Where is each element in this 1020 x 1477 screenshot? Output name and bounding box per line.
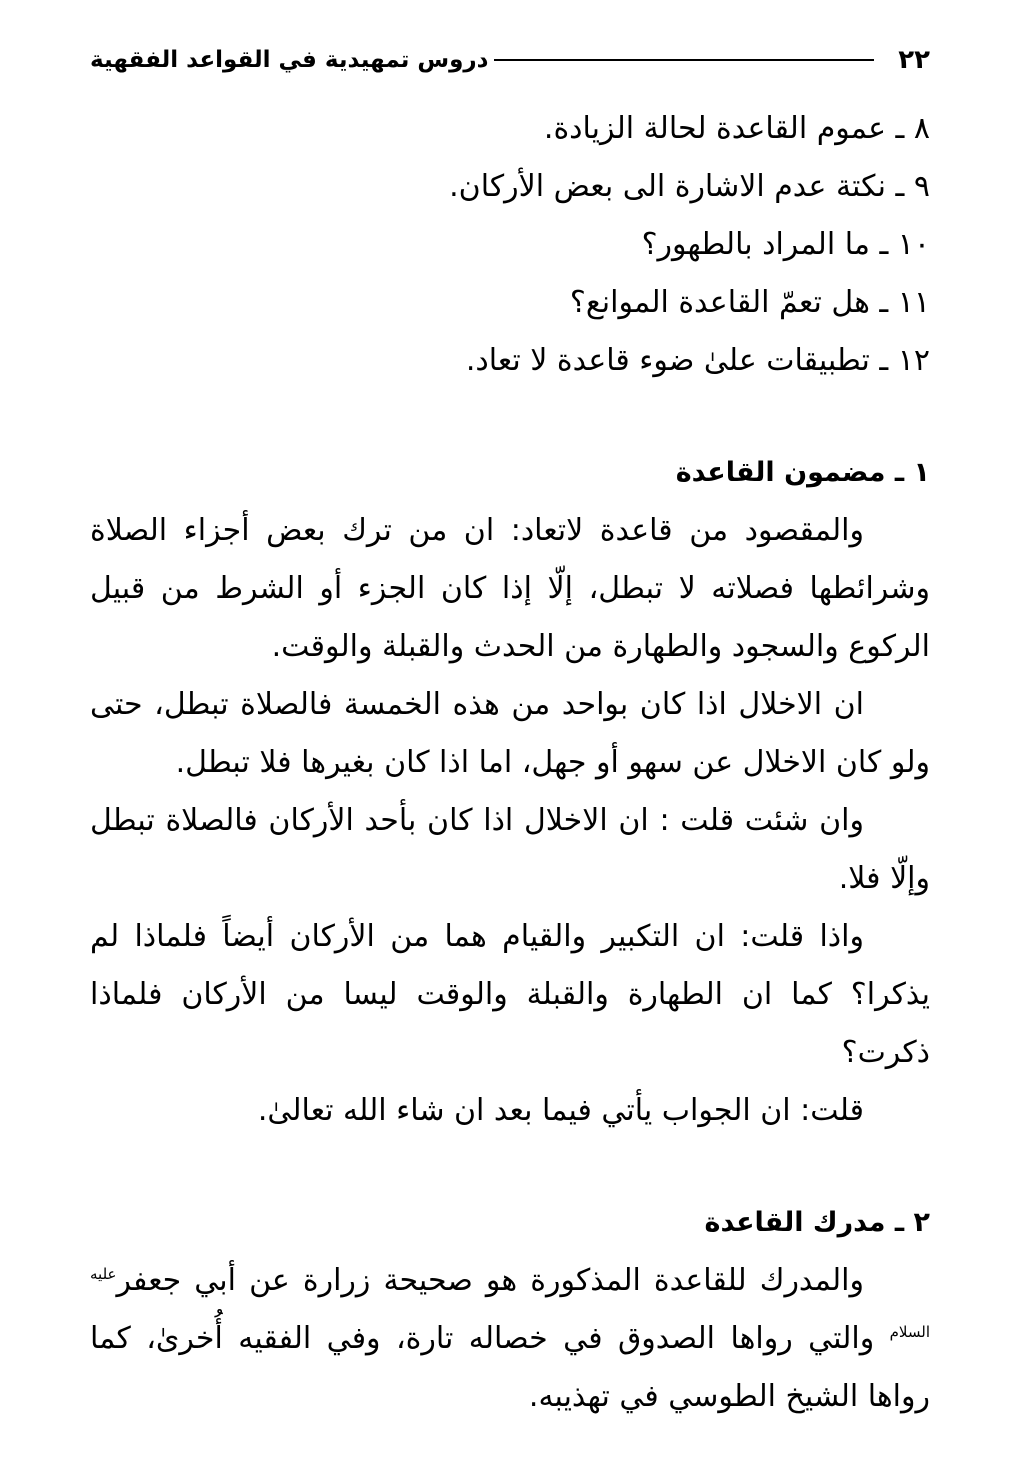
section-content-of-rule xyxy=(90,444,930,1140)
spacer xyxy=(90,390,930,444)
honorific-mark: عليه السلام xyxy=(90,1265,930,1341)
paragraph: واذا قلت: ان التكبير والقيام هما من الأركان أيضاً فلماذا لم يذكرا؟ كما ان الطهارة والقبلة والوقت ليسا من الأركان فلماذا ذكرت؟ xyxy=(90,919,930,1070)
topic-list xyxy=(90,100,930,390)
running-header xyxy=(90,40,930,80)
page-content xyxy=(90,100,930,1426)
running-title: دروس تمهيدية في القواعد الفقهية xyxy=(90,47,489,73)
header-rule xyxy=(494,59,874,61)
section-heading: ١ ـ مضمون القاعدة xyxy=(675,457,930,488)
paragraph-text: والتي رواها الصدوق في خصاله تارة، وفي الفقيه أُخرىٰ، كما رواها الشيخ الطوسي في تهذيبه. xyxy=(90,1321,930,1414)
spacer xyxy=(90,1140,930,1194)
paragraph-text: والمدرك للقاعدة المذكورة هو صحيحة زرارة عن أبي جعفر xyxy=(116,1263,864,1298)
paragraph: وان شئت قلت : ان الاخلال اذا كان بأحد الأركان فالصلاة تبطل وإلّا فلا. xyxy=(90,803,930,896)
list-item: ١٢ ـ تطبيقات علىٰ ضوء قاعدة لا تعاد. xyxy=(465,343,930,378)
list-item: ٨ ـ عموم القاعدة لحالة الزيادة. xyxy=(543,111,930,146)
paragraph: قلت: ان الجواب يأتي فيما بعد ان شاء الله تعالىٰ. xyxy=(257,1093,864,1128)
document-page xyxy=(90,0,930,1477)
list-item: ٩ ـ نكتة عدم الاشارة الى بعض الأركان. xyxy=(449,169,930,204)
list-item: ١٠ ـ ما المراد بالطهور؟ xyxy=(641,227,930,262)
paragraph xyxy=(90,1252,930,1426)
paragraph: والمقصود من قاعدة لاتعاد: ان من ترك بعض أجزاء الصلاة وشرائطها فصلاته لا تبطل، إلّا إذا كان الجزء أو الشرط من قبيل الركوع والسجود والطهارة من الحدث والقبلة والوقت. xyxy=(90,513,930,664)
section-source-of-rule xyxy=(90,1194,930,1426)
paragraph: ان الاخلال اذا كان بواحد من هذه الخمسة فالصلاة تبطل، حتى ولو كان الاخلال عن سهو أو جهل، اما اذا كان بغيرها فلا تبطل. xyxy=(90,687,930,780)
list-item: ١١ ـ هل تعمّ القاعدة الموانع؟ xyxy=(569,285,930,320)
section-heading: ٢ ـ مدرك القاعدة xyxy=(704,1207,930,1238)
page-number: ٢٢ xyxy=(898,45,930,75)
